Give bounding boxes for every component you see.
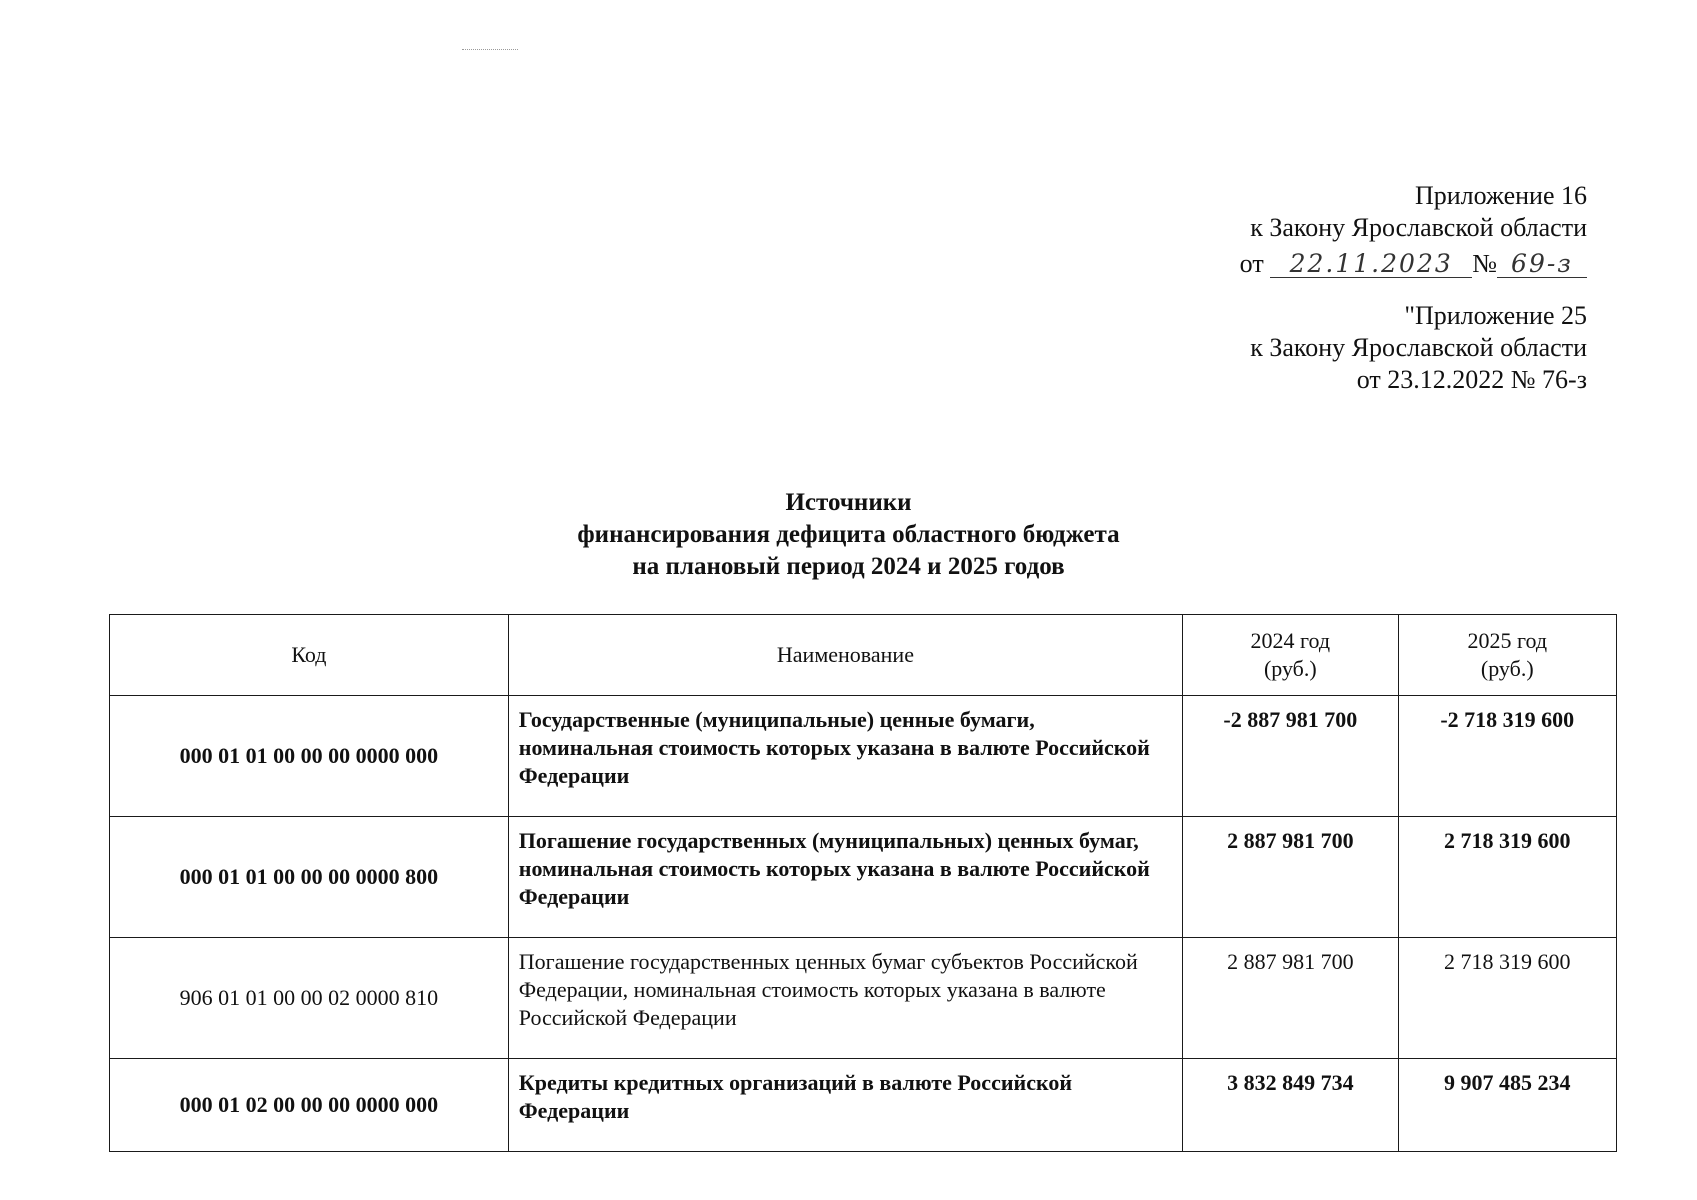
appendix-law-ref: к Закону Ярославской области: [1250, 213, 1587, 242]
cell-name: Погашение государственных ценных бумаг субъектов Российской Федерации, номинальная стоимость которых указана в валюте Российской Федерации: [508, 938, 1182, 1059]
cell-2025: 9 907 485 234: [1398, 1059, 1616, 1152]
cell-2025: -2 718 319 600: [1398, 696, 1616, 817]
header-2024: [1183, 615, 1398, 696]
header-name: Наименование: [508, 615, 1182, 696]
prev-appendix-number: "Приложение 25: [1404, 301, 1587, 330]
cell-2024: -2 887 981 700: [1183, 696, 1398, 817]
cell-code: 000 01 02 00 00 00 0000 000: [110, 1059, 509, 1152]
cell-name: Кредиты кредитных организаций в валюте Российской Федерации: [508, 1059, 1182, 1152]
document-title: [0, 487, 1697, 583]
header-2025-unit: (руб.): [1480, 656, 1534, 681]
header-2025: [1398, 615, 1616, 696]
cell-name: Погашение государственных (муниципальных) ценных бумаг, номинальная стоимость которых указана в валюте Российской Федерации: [508, 817, 1182, 938]
cell-2024: 2 887 981 700: [1183, 817, 1398, 938]
header-2024-year: 2024 год: [1250, 628, 1331, 653]
title-line-2: финансирования дефицита областного бюджета: [577, 521, 1120, 548]
handwritten-number: 69-з: [1497, 251, 1587, 278]
title-line-1: Источники: [785, 489, 912, 516]
cell-2024: 3 832 849 734: [1183, 1059, 1398, 1152]
table-row: [110, 938, 1617, 1059]
prev-appendix-date: от 23.12.2022 № 76-з: [1356, 365, 1587, 394]
cell-code: 906 01 01 00 00 02 0000 810: [110, 938, 509, 1059]
table-row: [110, 1059, 1617, 1152]
header-2024-unit: (руб.): [1263, 656, 1317, 681]
prev-appendix-law-ref: к Закону Ярославской области: [1250, 333, 1587, 362]
table-row: [110, 817, 1617, 938]
table-header-row: [110, 615, 1617, 696]
scan-mark: [462, 49, 518, 50]
title-line-3: на плановый период 2024 и 2025 годов: [632, 553, 1065, 580]
header-code: Код: [110, 615, 509, 696]
financing-sources-table: [109, 614, 1617, 1152]
ot-label: от: [1239, 249, 1264, 278]
table-row: [110, 696, 1617, 817]
header-2025-year: 2025 год: [1467, 628, 1548, 653]
appendix-header: [1240, 180, 1587, 396]
handwritten-date: 22.11.2023: [1270, 251, 1472, 278]
signature-line: [1240, 248, 1587, 280]
cell-code: 000 01 01 00 00 00 0000 800: [110, 817, 509, 938]
appendix-number: Приложение 16: [1414, 181, 1587, 210]
cell-name: Государственные (муниципальные) ценные бумаги, номинальная стоимость которых указана в валюте Российской Федерации: [508, 696, 1182, 817]
number-sign: №: [1472, 249, 1497, 278]
cell-2025: 2 718 319 600: [1398, 817, 1616, 938]
cell-2024: 2 887 981 700: [1183, 938, 1398, 1059]
cell-code: 000 01 01 00 00 00 0000 000: [110, 696, 509, 817]
cell-2025: 2 718 319 600: [1398, 938, 1616, 1059]
